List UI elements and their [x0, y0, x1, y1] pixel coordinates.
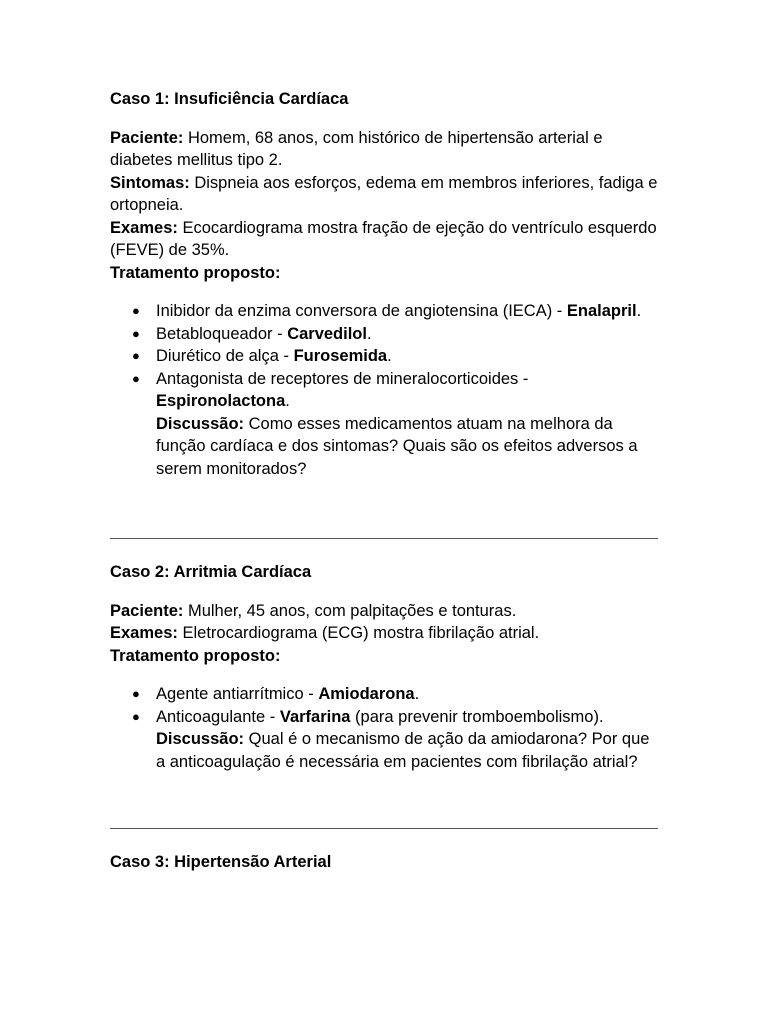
- bullet-icon: ●: [132, 303, 140, 318]
- item-suffix: .: [414, 685, 420, 703]
- case-2-discussion: [156, 728, 658, 773]
- list-item: [110, 368, 658, 481]
- case-1-symptoms: [110, 172, 658, 217]
- item-suffix: .: [636, 302, 642, 320]
- item-prefix: Agente antiarrítmico -: [156, 685, 319, 703]
- patient-label: Paciente:: [110, 601, 184, 620]
- item-prefix: Anticoagulante -: [156, 707, 280, 726]
- item-text: [156, 325, 372, 343]
- case-2-treatment-list: [110, 683, 658, 773]
- item-text: [156, 370, 528, 411]
- section-divider: [110, 538, 658, 539]
- exams-label: Exames:: [110, 218, 178, 237]
- drug-name: Espironolactona: [156, 392, 286, 410]
- treatment-label: Tratamento proposto:: [110, 263, 281, 282]
- case-1-exams: [110, 217, 658, 262]
- case-1-treatment-list: [110, 300, 658, 480]
- exams-text: Ecocardiograma mostra fração de ejeção do ventrículo esquerdo (FEVE) de 35%.: [110, 218, 657, 259]
- item-prefix: Betabloqueador -: [156, 324, 288, 343]
- item-prefix: Antagonista de receptores de mineralocorticoides -: [156, 369, 529, 388]
- case-3-section: [110, 851, 658, 874]
- case-1-section: [110, 88, 658, 480]
- patient-label: Paciente:: [110, 128, 184, 147]
- patient-text: Homem, 68 anos, com histórico de hipertensão arterial e diabetes mellitus tipo 2.: [110, 128, 603, 169]
- item-suffix: .: [285, 392, 290, 410]
- list-item: [110, 706, 658, 774]
- case-1-patient: [110, 127, 658, 172]
- item-text: [156, 302, 641, 320]
- exams-label: Exames:: [110, 624, 178, 642]
- drug-name: Amiodarona: [318, 685, 415, 703]
- bullet-icon: ●: [132, 348, 140, 363]
- discussion-label: Discussão:: [156, 730, 245, 748]
- treatment-label: Tratamento proposto:: [110, 646, 281, 665]
- drug-name: Carvedilol: [287, 324, 367, 343]
- item-text: [156, 685, 419, 703]
- drug-name: Enalapril: [566, 302, 637, 320]
- discussion-label: Discussão:: [156, 414, 245, 433]
- section-divider: [110, 828, 658, 829]
- bullet-icon: ●: [132, 686, 140, 701]
- item-prefix: Diurético de alça -: [156, 347, 294, 365]
- drug-name: Furosemida: [293, 347, 388, 365]
- case-2-exams: [110, 622, 658, 645]
- exams-text: Eletrocardiograma (ECG) mostra fibrilação atrial.: [177, 624, 540, 642]
- item-suffix: (para prevenir tromboembolismo).: [350, 707, 604, 726]
- drug-name: Varfarina: [279, 707, 351, 726]
- discussion-text: Como esses medicamentos atuam na melhora da função cardíaca e dos sintomas? Quais são os efeitos adversos a serem monitorados?: [156, 414, 638, 478]
- bullet-icon: ●: [132, 325, 140, 341]
- item-text: [156, 708, 604, 726]
- case-3-title: Caso 3: Hipertensão Arterial: [110, 853, 332, 871]
- list-item: [110, 345, 658, 368]
- list-item: [110, 683, 658, 706]
- bullet-icon: ●: [132, 708, 140, 724]
- item-prefix: Inibidor da enzima conversora de angiotensina (IECA) -: [156, 302, 567, 320]
- item-text: [156, 347, 392, 365]
- symptoms-text: Dispneia aos esforços, edema em membros inferiores, fadiga e ortopneia.: [110, 173, 658, 214]
- case-1-discussion: [156, 413, 658, 481]
- list-item: [110, 323, 658, 346]
- case-1-treatment-label: [110, 262, 658, 285]
- discussion-text: Qual é o mecanismo de ação da amiodarona? Por que a anticoagulação é necessária em pacientes com fibrilação atrial?: [156, 730, 650, 771]
- item-suffix: .: [387, 347, 392, 365]
- item-suffix: .: [366, 324, 372, 343]
- list-item: [110, 300, 658, 323]
- case-1-title: Caso 1: Insuficiência Cardíaca: [110, 90, 349, 108]
- case-2-section: [110, 561, 658, 773]
- case-2-patient: [110, 600, 658, 623]
- case-2-title: Caso 2: Arritmia Cardíaca: [110, 563, 312, 581]
- patient-text: Mulher, 45 anos, com palpitações e tonturas.: [183, 601, 517, 620]
- case-2-treatment-label: [110, 645, 658, 668]
- bullet-icon: ●: [132, 370, 140, 386]
- symptoms-label: Sintomas:: [110, 173, 190, 192]
